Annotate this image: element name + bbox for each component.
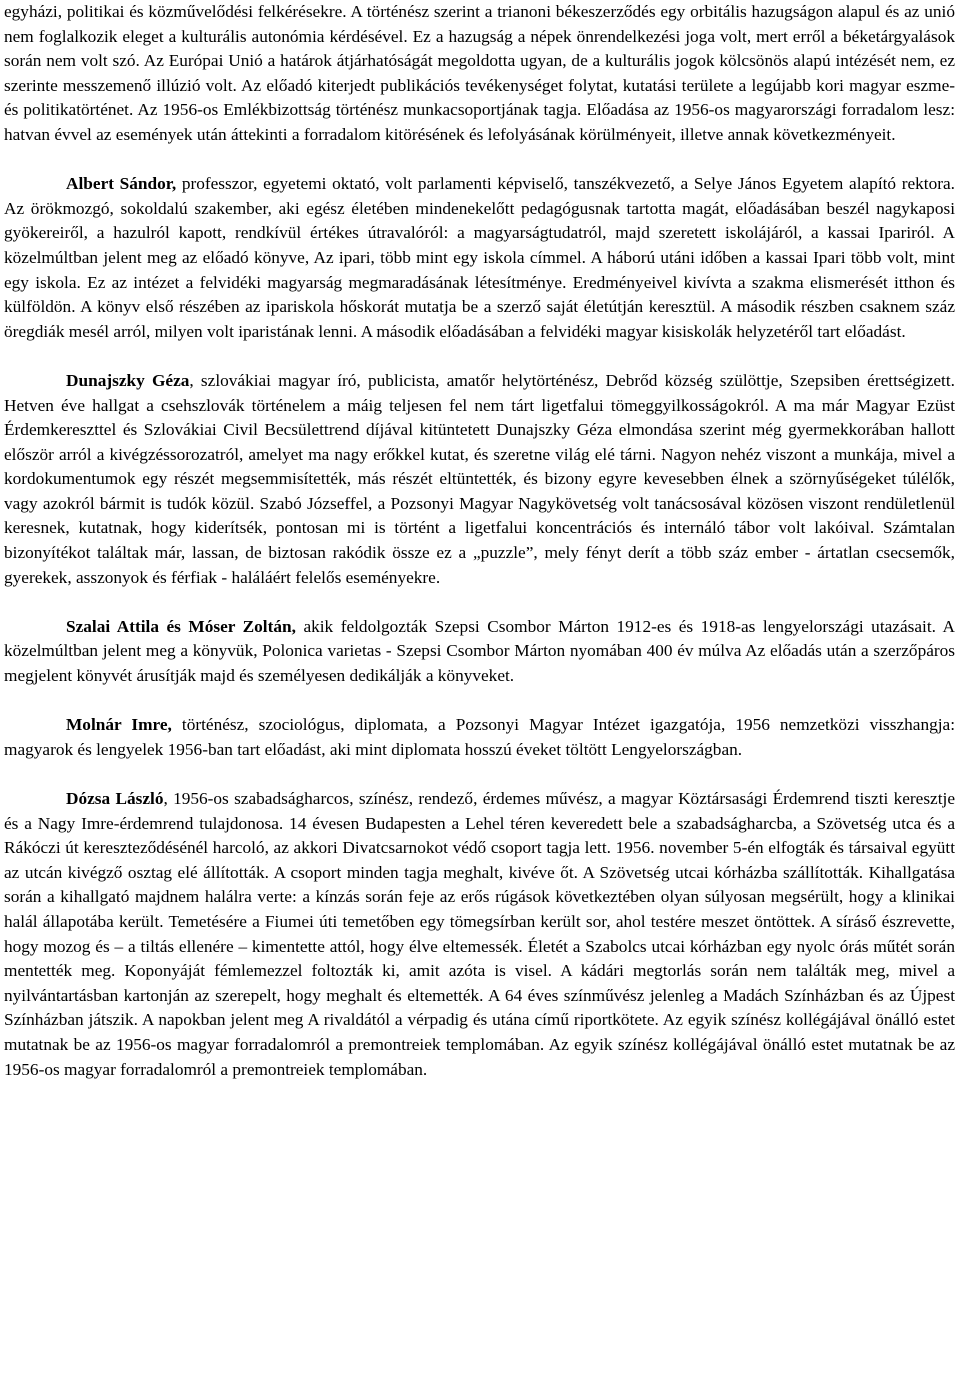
paragraph-text: , szlovákiai magyar író, publicista, amatőr helytörténész, Debrőd község szülöttje, Szepsiben érettségizett. Hetven éve hallgat a csehszlovák történelem a máig teljesen fel nem tárt ligetfalui tömeggyilkosságokról. A ma már Magyar Ezüst Érdemkereszttel és Szlovákiai Civil Becsülettrend díjával kitüntetett Dunajszky Géza elmondása szerint még gyermekkorában hallott először arról a kivégzéssorozatról, amelyet ma nagy erőkkel kutat, és szeretne világ elé tárni. Nagyon nehéz viszont a munkája, mivel a kordokumentumok egy részét megsemmisítették, más részét eltüntették, és bizony egyre kevesebben élnek a szörnyűségeket túlélők, vagy azokról bármit is tudók közül. Szabó Józseffel, a Pozsonyi Magyar Nagykövetség volt tanácsosával közösen viszont rendületlenül keresnek, kutatnak, hogy kiderítsék, pontosan mi is történt a ligetfalui koncentrációs és internáló tábor volt lakóival. Számtalan bizonyítékot találtak már, lassan, de biztosan rakódik össze ez a „puzzle”, mely fényt derít a több száz ember - ártatlan csecsemők, gyerekek, asszonyok és férfiak - haláláért felelős eseményekre.	[4, 370, 955, 587]
paragraph-text: , 1956-os szabadságharcos, színész, rendező, érdemes művész, a magyar Köztársasági Érdemrend tiszti keresztje és a Nagy Imre-érdemrend tulajdonosa. 14 évesen Budapesten a Lehel téren keveredett bele a szabadságharcba, a Szövetség utca és a Rákóczi út kereszteződésénél harcoló, az akkori Divatcsarnokot védő csoport tagja lett. 1956. november 5-én elfogták és társaival együtt az utcán kivégző osztag elé állították. A csoport minden tagja meghalt, kivéve őt. A Szövetség utcai kórházba szállították. Kihallgatása során a kihallgató majdnem halálra verte: a kínzás során feje az erős rúgások következtében olyan súlyosan megsérült, hogy a klinikai halál állapotába került. Temetésére a Fiumei úti temetőben egy tömegsírban került sor, ahol testére meszet öntöttek. A síráső észrevette, hogy mozog és – a tiltás ellenére – kimentette attól, hogy élve eltemessék. Életét a Szabolcs utcai kórházban egy nyolc órás műtét során mentették meg. Koponyáját fémlemezzel foltozták ki, amit azóta is visel. A kádári megtorlás során nem találták meg, mivel a nyilvántartásban kartonján az szerepelt, hogy meghalt és eltemették. A 64 éves színművész jelenleg a Madách Színházban és az Újpest Színházban játszik. A napokban jelent meg A rivaldától a vérpadig és utána című riportkötete. Az egyik színész kollégájával önálló estet mutatnak be az 1956-os magyar forradalomról a premontreiek templomában. Az egyik színész kollégájával önálló estet mutatnak be az 1956-os magyar forradalomról a premontreiek templomában.	[4, 789, 956, 1079]
paragraph-text: akik feldolgozták Szepsi Csombor Márton 1912-es és 1918-as lengyelországi utazásait. A közelmúltban jelent meg a könyvük, Polonica varietas - Szepsi Csombor Márton nyomában 400 év múlva Az előadás után a szerzőpáros megjelent könyvét árusítják majd és személyesen dedikálják a könyveket.	[4, 616, 955, 686]
speaker-name: Dunajszky Géza	[66, 370, 190, 390]
paragraph-text: professzor, egyetemi oktató, volt parlamenti képviselő, tanszékvezető, a Selye János Egyetem alapító rektora. Az örökmozgó, sokoldalú szakember, aki egész életében mindenekelőtt pedagógusnak tartotta magát, előadásában beszél nagykaposi gyökereiről, a hazulról kapott, rendkívül értékes útravalóról: a magyarságtudatról, majd szeretett iskolájáról, a kassai Ipariról. A közelmúltban jelent meg az előadó könyve, Az ipari, több mint egy iskola címmel. A háború utáni időben a kassai Ipari több volt, mint egy iskola. Ez az intézet a felvidéki magyarság megmaradásának létesítménye. Eredményeivel kivívta a szakma elismerését itthon és külföldön. A könyv első részében az ipariskola hőskorát mutatja be a szerző saját életútján keresztül. A második részben csaknem száz öregdiák mesél arról, milyen volt iparistának lenni. A második előadásában a felvidéki magyar kisiskolák helyzetéről tart előadást.	[4, 174, 955, 341]
paragraph-dunajszky-geza	[4, 369, 955, 590]
paragraph-albert-sandor	[4, 172, 955, 344]
paragraph-dozsa-laszlo	[4, 787, 955, 1082]
speaker-name: Szalai Attila és Móser Zoltán,	[66, 616, 296, 636]
paragraph-molnar-imre	[4, 713, 955, 762]
paragraph-text: történész, szociológus, diplomata, a Pozsonyi Magyar Intézet igazgatója, 1956 nemzetközi visszhangja: magyarok és lengyelek 1956-ban tart előadást, aki mint diplomata hosszú éveket töltött Lengyelországban.	[4, 715, 956, 759]
paragraph-text: egyházi, politikai és közművelődési felkérésekre. A történész szerint a trianoni békeszerződés egy orbitális hazugságon alapul és az unió nem foglalkozik eleget a kulturális autonómia kérdésével. Ez a hazugság a népek önrendelkezési joga volt, mert erről a béketárgyalások során nem volt szó. Az Európai Unió a határok átjárhatóságát megoldotta ugyan, de a kulturális jogok kölcsönös alapú intézését nem, ez szerinte messzemenő illúzió volt. Az előadó kiterjedt publikációs tevékenységet folytat, kutatási területe a legújabb kori magyar eszme- és politikatörténet. Az 1956-os Emlékbizottság történész munkacsoportjának tagja. Előadása az 1956-os magyarországi forradalom lesz: hatvan évvel az események után áttekinti a forradalom kitörésének és lefolyásának körülményeit, illetve annak következményeit.	[4, 2, 955, 144]
speaker-name: Albert Sándor,	[66, 174, 177, 194]
paragraph-intro-continuation	[4, 0, 955, 148]
speaker-name: Molnár Imre,	[66, 715, 172, 735]
paragraph-szalai-moser	[4, 615, 955, 689]
speaker-name: Dózsa László	[66, 789, 164, 808]
